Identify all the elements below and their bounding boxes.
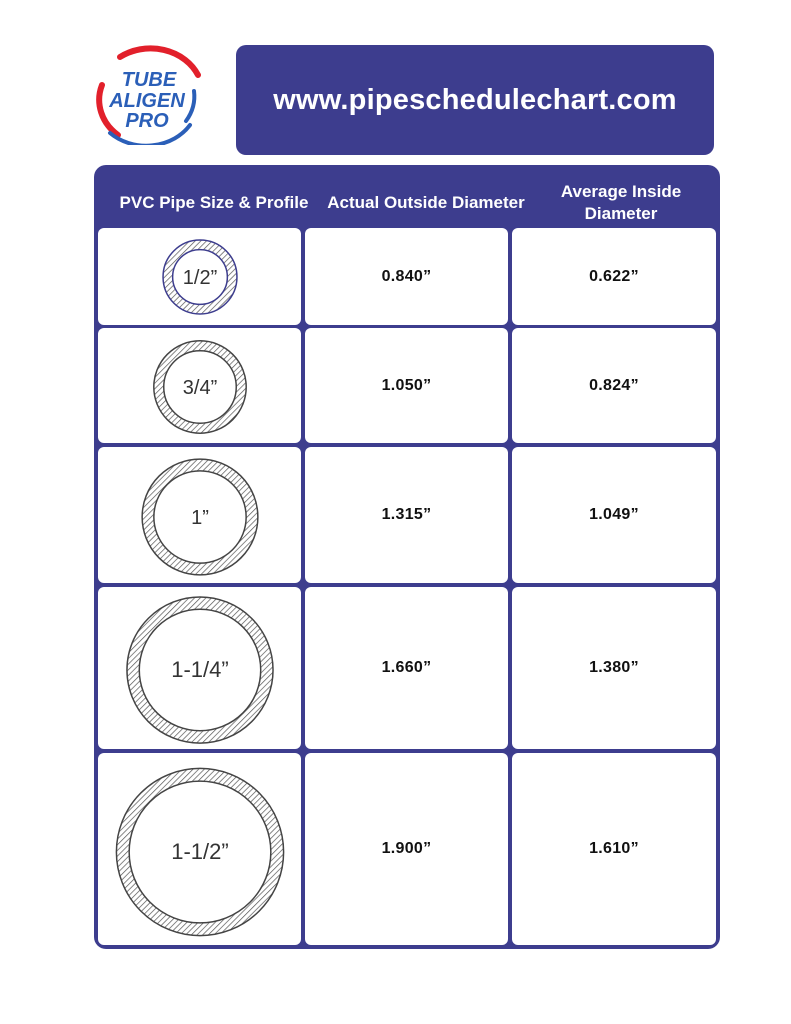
id-value: 1.610”	[589, 840, 639, 857]
pipe-size-label: 1”	[191, 507, 209, 529]
od-value: 1.660”	[381, 659, 432, 676]
pipe-size-label: 1/2”	[182, 267, 218, 289]
header-size-profile: PVC Pipe Size & Profile	[119, 193, 309, 212]
pipe-size-label: 1-1/2”	[171, 839, 229, 864]
od-value: 0.840”	[381, 267, 432, 285]
id-value: 0.622”	[589, 267, 639, 285]
pipe-size-label: 3/4”	[182, 377, 218, 399]
od-value: 1.050”	[381, 376, 432, 394]
od-value: 1.315”	[381, 506, 432, 523]
id-value: 0.824”	[589, 376, 639, 394]
od-value: 1.900”	[381, 840, 432, 857]
header-inside-diameter: Average Inside Diameter	[560, 182, 682, 223]
logo-text-3: PRO	[125, 110, 169, 132]
logo-text-2: ALIGEN	[109, 90, 185, 112]
pipe-size-label: 1-1/4”	[171, 657, 229, 682]
website-url: www.pipeschedulechart.com	[273, 83, 677, 116]
header-outside-diameter: Actual Outside Diameter	[327, 193, 525, 212]
id-value: 1.049”	[589, 506, 639, 523]
logo-text-1: TUBE	[121, 69, 177, 91]
id-value: 1.380”	[589, 659, 639, 676]
